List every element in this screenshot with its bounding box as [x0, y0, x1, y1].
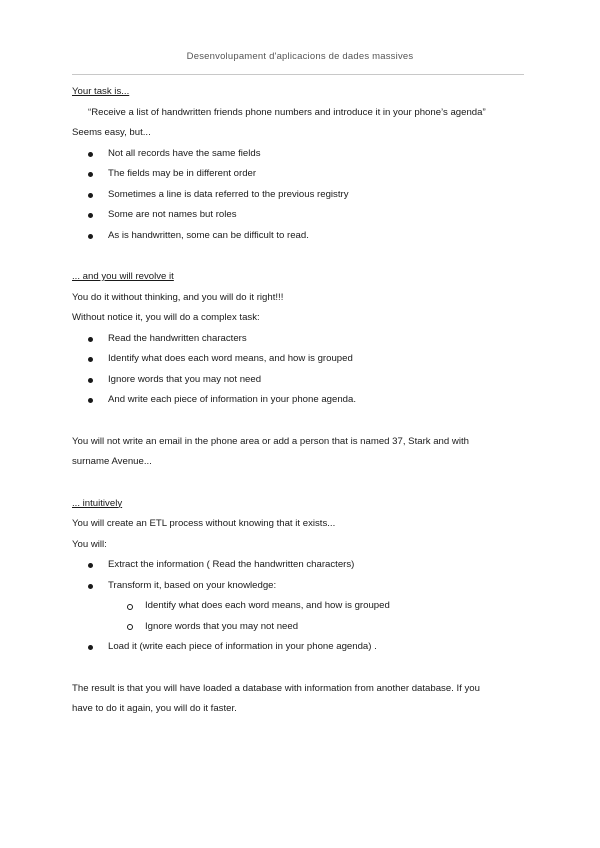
header-rule — [72, 74, 524, 75]
task-intro: Seems easy, but... — [72, 127, 151, 138]
list-item-extract: Extract the information ( Read the handwritten characters) — [72, 555, 528, 576]
sub-list-item: Identify what does each word means, and how is grouped — [72, 596, 528, 617]
list-item: As is handwritten, some can be difficult to read. — [72, 226, 528, 247]
list-item: Sometimes a line is data referred to the previous registry — [72, 185, 528, 206]
section-heading-task: Your task is... — [72, 86, 130, 97]
list-item: Read the handwritten characters — [72, 329, 528, 350]
list-item: Some are not names but roles — [72, 205, 528, 226]
spacer — [72, 473, 528, 494]
list-item: Not all records have the same fields — [72, 144, 528, 165]
revolve-paragraph-line-2: surname Avenue... — [72, 456, 152, 467]
section-heading-intuitively: ... intuitively — [72, 497, 123, 509]
list-item-load: Load it (write each piece of information in your phone agenda) . — [72, 637, 528, 658]
revolve-paragraph-line-1: You will not write an email in the phone area or add a person that is named 37, Stark and with — [72, 435, 469, 447]
spacer — [72, 246, 528, 267]
task-quote: “Receive a list of handwritten friends phone numbers and introduce it in your phone’s agenda” — [88, 106, 486, 118]
list-item: And write each piece of information in your phone agenda. — [72, 390, 528, 411]
sub-list-item: Ignore words that you may not need — [72, 617, 528, 638]
etl-line-2: You will: — [72, 538, 107, 550]
revolve-line-1: You do it without thinking, and you will do it right!!! — [72, 291, 284, 303]
spacer — [72, 411, 528, 432]
list-item: Identify what does each word means, and how is grouped — [72, 349, 528, 370]
list-item: Ignore words that you may not need — [72, 370, 528, 391]
result-line-1: The result is that you will have loaded a database with information from another database. If you — [72, 682, 480, 694]
page-header: Desenvolupament d'aplicacions de dades massives — [186, 51, 414, 62]
etl-line-1: You will create an ETL process without knowing that it exists... — [72, 518, 336, 529]
section-heading-revolve: ... and you will revolve it — [72, 271, 174, 282]
list-item-transform: Transform it, based on your knowledge: — [72, 576, 528, 597]
spacer — [72, 658, 528, 679]
document-body — [72, 82, 528, 720]
list-item: The fields may be in different order — [72, 164, 528, 185]
revolve-line-2: Without notice it, you will do a complex task: — [72, 312, 260, 323]
result-line-2: have to do it again, you will do it faster. — [72, 703, 237, 714]
